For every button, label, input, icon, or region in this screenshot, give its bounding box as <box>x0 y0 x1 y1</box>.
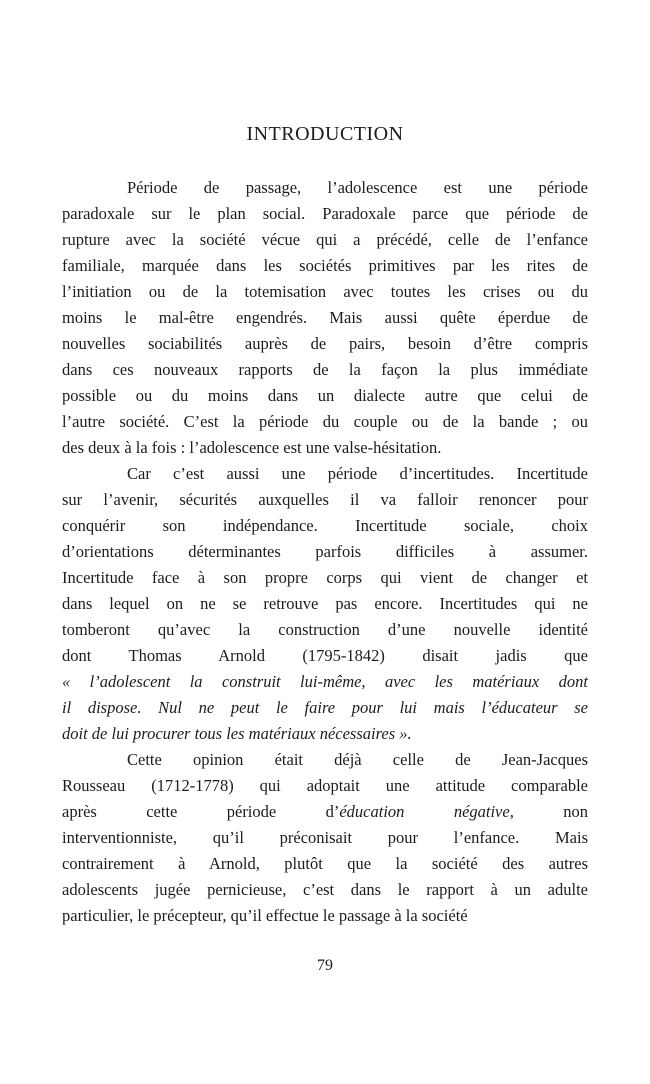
text-line <box>62 695 588 721</box>
text-segment: il dispose. Nul ne peut le faire pour lui mais l’éducateur se <box>62 698 588 717</box>
text-segment: contrairement à Arnold, plutôt que la société des autres <box>62 854 588 873</box>
text-segment: adolescents jugée pernicieuse, c’est dans le rapport à un adulte <box>62 880 588 899</box>
text-line <box>62 435 588 461</box>
text-segment: après cette période d’ <box>62 802 340 821</box>
text-segment: , non <box>509 802 588 821</box>
text-segment: interventionniste, qu’il préconisait pour l’enfance. Mais <box>62 828 588 847</box>
text-line <box>62 487 588 513</box>
text-line <box>62 331 588 357</box>
text-segment: rupture avec la société vécue qui a précédé, celle de l’enfance <box>62 230 588 249</box>
text-line <box>62 565 588 591</box>
text-line <box>62 383 588 409</box>
text-line <box>62 643 588 669</box>
text-line <box>62 461 588 487</box>
paragraph-3 <box>62 747 588 929</box>
text-line <box>62 227 588 253</box>
text-line <box>62 877 588 903</box>
page-number: 79 <box>317 957 333 974</box>
text-line <box>62 903 588 929</box>
text-segment: éducation négative <box>339 802 510 821</box>
text-line <box>62 773 588 799</box>
text-segment: « l’adolescent la construit lui-même, avec les matériaux dont <box>62 672 588 691</box>
text-line <box>62 799 588 825</box>
text-line <box>62 279 588 305</box>
text-segment: paradoxale sur le plan social. Paradoxale parce que période de <box>62 204 588 223</box>
text-line <box>62 201 588 227</box>
text-segment: l’initiation ou de la totemisation avec toutes les crises ou du <box>62 282 588 301</box>
text-line <box>62 591 588 617</box>
text-line <box>62 825 588 851</box>
text-segment: dans ces nouveaux rapports de la façon la plus immédiate <box>62 360 588 379</box>
text-segment: Période de passage, l’adolescence est une période <box>127 178 588 197</box>
text-line <box>62 617 588 643</box>
text-line <box>62 357 588 383</box>
paragraph-2 <box>62 461 588 747</box>
text-line <box>62 253 588 279</box>
text-line <box>62 721 588 747</box>
text-segment: conquérir son indépendance. Incertitude sociale, choix <box>62 516 588 535</box>
paragraph-1 <box>62 175 588 461</box>
text-line <box>62 851 588 877</box>
text-segment: nouvelles sociabilités auprès de pairs, besoin d’être compris <box>62 334 588 353</box>
text-segment: des deux à la fois : l’adolescence est une valse-hésitation. <box>62 438 442 457</box>
text-line <box>62 409 588 435</box>
text-segment: sur l’avenir, sécurités auxquelles il va falloir renoncer pour <box>62 490 588 509</box>
text-segment: possible ou du moins dans un dialecte autre que celui de <box>62 386 588 405</box>
text-segment: d’orientations déterminantes parfois difficiles à assumer. <box>62 542 588 561</box>
text-segment: moins le mal-être engendrés. Mais aussi quête éperdue de <box>62 308 588 327</box>
page-title: INTRODUCTION <box>246 123 404 145</box>
text-segment: Rousseau (1712-1778) qui adoptait une attitude comparable <box>62 776 588 795</box>
text-segment: l’autre société. C’est la période du couple ou de la bande ; ou <box>62 412 588 431</box>
text-line <box>62 669 588 695</box>
body-text <box>62 175 588 929</box>
text-segment: dont Thomas Arnold (1795-1842) disait jadis que <box>62 646 588 665</box>
text-segment: Cette opinion était déjà celle de Jean-Jacques <box>127 750 588 769</box>
text-segment: tomberont qu’avec la construction d’une nouvelle identité <box>62 620 588 639</box>
text-segment: doit de lui procurer tous les matériaux nécessaires ». <box>62 724 412 743</box>
text-segment: familiale, marquée dans les sociétés primitives par les rites de <box>62 256 588 275</box>
text-segment: Incertitude face à son propre corps qui vient de changer et <box>62 568 588 587</box>
text-line <box>62 175 588 201</box>
text-segment: dans lequel on ne se retrouve pas encore. Incertitudes qui ne <box>62 594 588 613</box>
text-segment: Car c’est aussi une période d’incertitudes. Incertitude <box>127 464 588 483</box>
text-line <box>62 305 588 331</box>
text-segment: particulier, le précepteur, qu’il effectue le passage à la société <box>62 906 468 925</box>
text-line <box>62 513 588 539</box>
text-line <box>62 539 588 565</box>
text-line <box>62 747 588 773</box>
